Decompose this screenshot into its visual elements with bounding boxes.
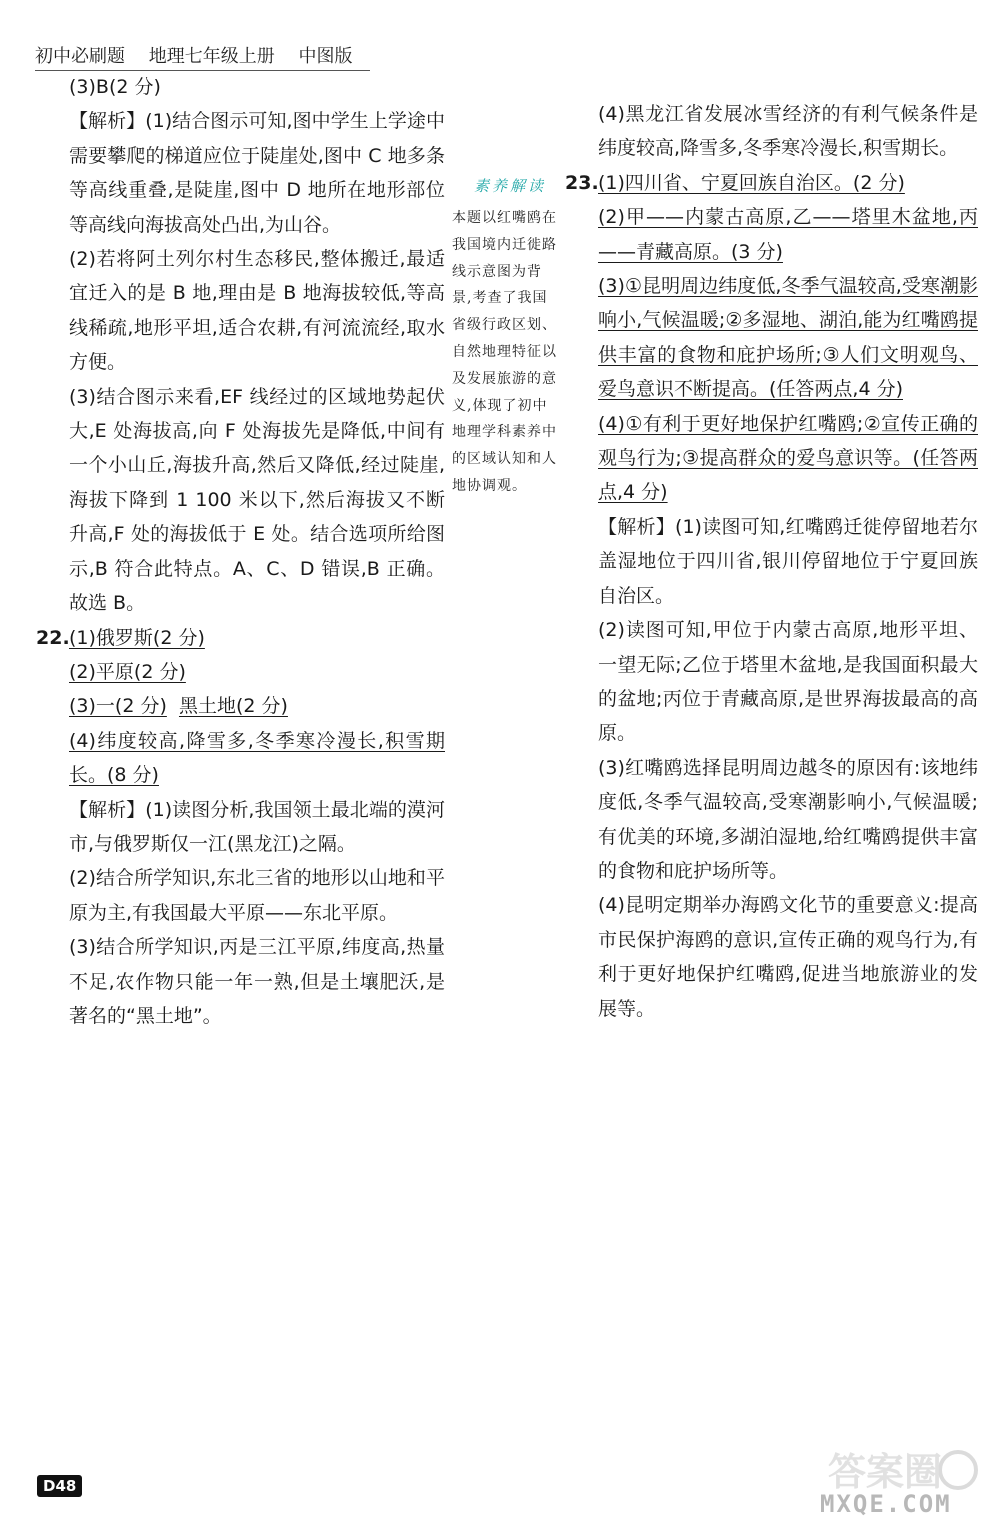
header-subject: 地理七年级上册 [148,46,275,67]
question-23 [565,166,978,1026]
sidebar-title: 素养解读 [474,177,547,195]
q22-answer-1: 22.(1)俄罗斯(2 分) [69,621,445,655]
q21-explanation-2: (2)若将阿土列尔村生态移民,整体搬迁,最适宜迁入的是 B 地,理由是 B 地海拔较低,等高线稀疏,地形平坦,适合农耕,有河流流经,取水方便。 [69,248,445,374]
q21-explanation-1: 【解析】(1)结合图示可知,图中学生上学途中需要攀爬的梯道应位于陡崖处,图中 C 地多条等高线重叠,是陡崖,图中 D 地所在地形部位等高线向海拔高处凸出,为山谷。 [69,110,445,236]
page-header [35,42,370,71]
question-22 [35,621,445,1034]
header-series: 初中必刷题 [35,46,125,67]
q22-number: 22. [36,626,70,649]
q22-answer-2: (2)平原(2 分) [69,660,186,683]
q22-explanation-3: (3)结合所学知识,丙是三江平原,纬度高,热量不足,农作物只能一年一熟,但是土壤肥沃,是著名的“黑土地”。 [69,936,445,1027]
q22-answer-3: (3)一(2 分) 黑土地(2 分) [69,695,288,718]
q23-explanation-3: (3)红嘴鸥选择昆明周边越冬的原因有:该地纬度低,冬季气温较高,受寒潮影响小,气候温暖;有优美的环境,多湖泊湿地,给红嘴鸥提供丰富的食物和庇护场所等。 [598,756,978,882]
watermark-logo-text: 答案圈 [828,1450,943,1494]
q23-answer-4: (4)①有利于更好地保护红嘴鸥;②宣传正确的观鸟行为;③提高群众的爱鸟意识等。(任答两点,4 分) [598,412,978,504]
q23-explanation-1: 【解析】(1)读图可知,红嘴鸥迁徙停留地若尔盖湿地位于四川省,银川停留地位于宁夏回族自治区。 [598,515,978,607]
watermark-text: MXQE.COM [820,1490,952,1518]
sidebar-text: 本题以红嘴鸥在我国境内迁徙路线示意图为背景,考查了我国省级行政区划、自然地理特征以及发展旅游的意义,体现了初中地理学科素养中的区域认知和人地协调观。 [452,210,557,494]
q21-answer-3: (3)B(2 分) [69,76,161,98]
q23-answer-1: 23.(1)四川省、宁夏回族自治区。(2 分) [598,166,978,200]
header-edition: 中图版 [298,46,353,67]
right-column [565,97,978,1026]
q22-answer-4-right: (4)黑龙江省发展冰雪经济的有利气候条件是纬度较高,降雪多,冬季寒冷漫长,积雪期长。 [598,103,978,160]
page-number: D48 [37,1475,82,1497]
q23-explanation-4: (4)昆明定期举办海鸥文化节的重要意义:提高市民保护海鸥的意识,宣传正确的观鸟行为,有利于更好地保护红嘴鸥,促进当地旅游业的发展等。 [598,894,978,1020]
q23-answer-3: (3)①昆明周边纬度低,冬季气温较高,受寒潮影响小,气候温暖;②多湿地、湖泊,能为红嘴鸥提供丰富的食物和庇护场所;③人们文明观鸟、爱鸟意识不断提高。(任答两点,4 分) [598,275,978,401]
q23-answer-2: (2)甲——内蒙古高原,乙——塔里木盆地,丙——青藏高原。(3 分) [598,206,978,263]
q22-explanation-2: (2)结合所学知识,东北三省的地形以山地和平原为主,有我国最大平原——东北平原。 [69,867,445,924]
q22-explanation-1: 【解析】(1)读图分析,我国领土最北端的漠河市,与俄罗斯仅一江(黑龙江)之隔。 [69,798,445,855]
left-column [35,70,445,1033]
q22-answer-4: (4)纬度较高,降雪多,冬季寒冷漫长,积雪期长。(8 分) [69,729,445,787]
q21-explanation-3: (3)结合图示来看,EF 线经过的区域地势起伏大,E 处海拔高,向 F 处海拔先是降低,中间有一个小山丘,海拔升高,然后又降低,经过陡崖,海拔下降到 1 100 米以下,然后海拔又不断升高,F 处的海拔低于 E 处。结合选项所给图示,B 符合此特点。A、C、D 错误,B 正确。故选 B。 [69,385,445,615]
q23-explanation-2: (2)读图可知,甲位于内蒙古高原,地形平坦、一望无际;乙位于塔里木盆地,是我国面积最大的盆地;丙位于青藏高原,是世界海拔最高的高原。 [598,619,978,745]
q23-number: 23. [565,171,599,194]
